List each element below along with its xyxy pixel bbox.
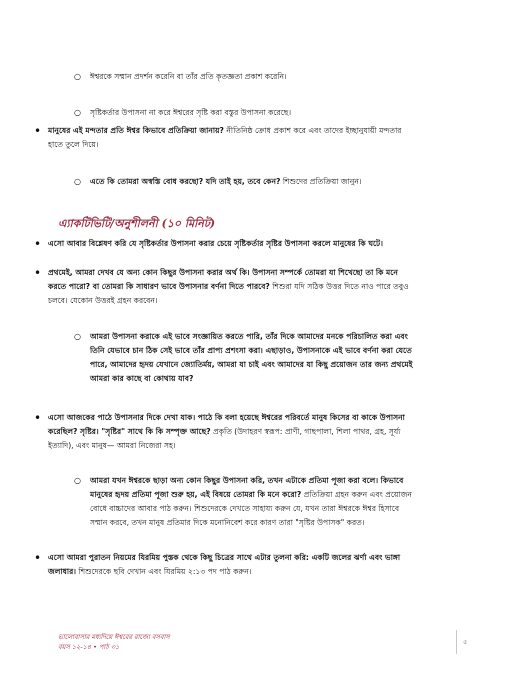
bullet-icon: • <box>34 266 42 280</box>
list-item: • এসো আমরা পুরাতন নিয়মের যিরমিয় পুস্তক থেকে কিছু চিত্রের সাথে এটার তুলনা করি: একটি জলের ঝর্ণা এবং ভাঙ্গা জলাধার। শিশুদেরকে ছবি দেখান এবং যিরমিয় ২:১৩ পদ পাঠ করুন। <box>34 551 401 576</box>
bullet-icon: • <box>34 124 42 138</box>
circle-bullet-icon: ○ <box>74 177 81 186</box>
circle-bullet-icon: ○ <box>74 108 81 117</box>
list-item: ○ সৃষ্টিকর্তার উপাসনা না করে ঈশ্বরের সৃষ্টি করা বস্তুর উপাসনা করেছে। <box>90 106 490 120</box>
page-number: ৫ <box>463 638 468 646</box>
bullet-icon: • <box>34 411 42 425</box>
section-heading: এ্যাকটিভিটি/অনুশীলনী (১০ মিনিট) <box>58 217 216 230</box>
list-item: • এসো আবার বিশ্লেষণ করি যে সৃষ্টিকর্তার উপাসনা করার চেয়ে সৃষ্টিকর্তার সৃষ্টির উপাসনা করলে মানুষের কি ঘটে। <box>34 237 383 251</box>
list-item: ○ আমরা যখন ঈশ্বরকে ছাড়া অন্য কোন কিছুর উপাসনা করি, তখন এটাকে প্রতিমা পূজা করা বলে। কিভাবে মানুষের হৃদয় প্রতিমা পূজা শুরু হয়, এই বিষয়ে তোমরা কি মনে করো? প্রতিক্রিয়া গ্রহন করুন এবং প্রয়োজন বোধে বাচ্চাদের আবার পাঠ করুন। শিশুদেরকে দেখতে সাহায্য করুন যে, যখন তারা ঈশ্বরকে ঈশ্বর হিসাবে সম্মান করবে, তখন মানুষ প্রতিমার দিকে মনোনিবেশ করে কারণ তারা "সৃষ্টির উপাসক" করত। <box>74 476 412 527</box>
list-item: • প্রথমেই, আমরা দেখব যে অন্য কোন কিছুর উপাসনা করার অর্থ কি। উপাসনা সম্পর্কে তোমরা যা শিখেছো তা কি মনে করতে পারো? বা তোমরা কি সাধারণ ভাবে উপাসনার বর্ণনা দিতে পারবে? শিশুরা যদি সঠিক উত্তর দিতে নাও পারে তবুও চলবে। যেকোন উত্তরই গ্রহন করবেন। <box>34 266 409 305</box>
footer-divider <box>456 630 457 654</box>
list-item: • মানুষের এই মন্দতার প্রতি ঈশ্বর কিভাবে প্রতিক্রিয়া জানায়? নীতিনিষ্ঠ ক্রোধ প্রকাশ করে এবং তাদের ইচ্ছানুযায়ী মন্দতার হাতে তুলে দিয়ে। <box>34 124 402 149</box>
footer-title: ভালোবাসার মধ্যদিয়ে ঈশ্বরের রাজ্যে বসবাস বয়স ১২-১৪ • পাঠ ৩১ <box>58 633 170 651</box>
bullet-icon: • <box>34 237 42 251</box>
list-item: • এসো আজকের পাঠে উপাসনার দিকে দেখা যাক। পাঠে কি বলা হয়েছে ঈশ্বরের পরিবর্তে মানুষ কিসের বা কাকে উপাসনা করেছিল? সৃষ্টির। "সৃষ্টির" সাথে কি কি সম্পৃক্ত আছে? প্রকৃতি (উদাহরণ স্বরূপ: প্রাণী, গাছপালা, শিলা পাথর, গ্রহ, সূর্য্য ইত্যাদি), এবং মানুষ— আমরা নিজেরা সহ। <box>34 411 405 450</box>
circle-bullet-icon: ○ <box>74 332 81 341</box>
list-item: ○ এতে কি তোমরা অস্বস্তি বোধ করছো? যদি তাই হয়, তবে কেন? শিশুদের প্রতিক্রিয়া জানুন। <box>90 175 490 189</box>
circle-bullet-icon: ○ <box>74 72 81 81</box>
bullet-icon: • <box>34 551 42 565</box>
list-item: ○ আমরা উপাসনা করাকে এই ভাবে সংজ্ঞায়িত করতে পারি, তাঁর দিকে আমাদের মনকে পরিচালিত করা এবং তিনি যেভাবে চান ঠিক সেই ভাবে তাঁর প্রাপ্য প্রশংসা করা। এছাড়াও, উপাসনাকে এই ভাবে বর্ণনা করা যেতে পারে, আমাদের হৃদয় যেখানে জ্যোতির্ময়, আমরা যা চাই এবং আমাদের যা কিছু প্রয়োজন তার জন্য প্রথমেই আমরা কার কাছে বা কোথায় যাব? <box>74 332 413 383</box>
circle-bullet-icon: ○ <box>74 476 81 485</box>
list-item: ○ ঈশ্বরকে সম্মান প্রদর্শন করেনি বা তাঁর প্রতি কৃতজ্ঞতা প্রকাশ করেনি। <box>90 70 490 84</box>
